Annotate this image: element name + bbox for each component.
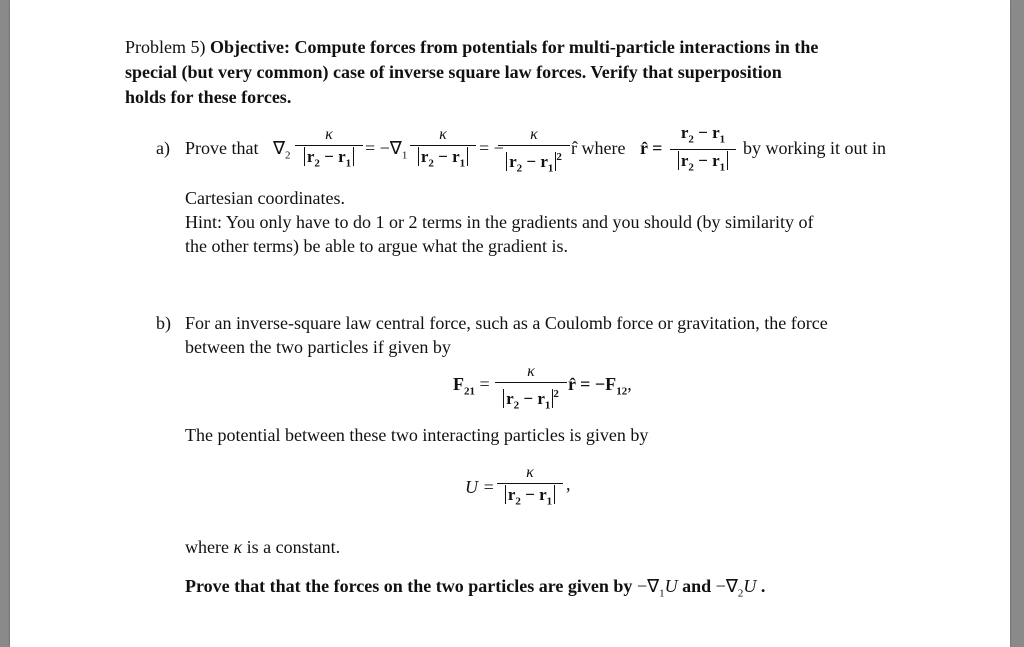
r-symbol: r bbox=[306, 147, 315, 166]
potential-line: The potential between these two interacting particles is given by bbox=[185, 425, 649, 445]
nabla-2-symbol bbox=[273, 136, 291, 168]
fraction-denominator: $r_2 - r_1^2$ bbox=[498, 147, 570, 178]
minus-r-symbol: − r bbox=[433, 147, 460, 166]
part-b-label: b) bbox=[156, 313, 171, 333]
viewer-right-edge bbox=[1010, 0, 1024, 647]
fraction-unit-vector bbox=[670, 124, 736, 178]
part-a-prove-that: Prove that bbox=[185, 138, 259, 158]
nabla-symbol: ∇ bbox=[273, 138, 286, 158]
potential-U-equals: U = bbox=[465, 477, 495, 497]
fraction-numerator: κ bbox=[527, 363, 535, 380]
fraction-bar bbox=[295, 145, 363, 146]
fraction-potential bbox=[497, 464, 563, 511]
force-F21: $F_{21}$ = bbox=[453, 374, 490, 398]
equals-neg-nabla: = −∇ bbox=[365, 138, 402, 158]
fraction-numerator: κ bbox=[325, 126, 333, 143]
fraction-kappa-over-distance-2 bbox=[410, 126, 476, 173]
fraction-kappa-over-distance-squared bbox=[498, 126, 570, 178]
fraction-denominator: $r_2 - r_1$ bbox=[410, 147, 476, 173]
rhat-where: r̂ where bbox=[571, 138, 626, 158]
fraction-numerator: $r_2 - r_1$ bbox=[680, 123, 726, 146]
rhat-neg-F12: r̂ = $-F_{12}$, bbox=[568, 374, 632, 398]
part-b-text-1: For an inverse-square law central force, such as a Coulomb force or gravitation, the force bbox=[185, 313, 828, 333]
prove-forces-line: Prove that that the forces on the two particles are given by $-\nabla_1U$ and $-\nabla_2U$ . bbox=[185, 576, 766, 600]
viewer-left-edge bbox=[0, 0, 10, 647]
hint-line-2: the other terms) be able to argue what the gradient is. bbox=[185, 236, 569, 256]
equals-neg-nabla-1 bbox=[365, 136, 407, 168]
where-kappa-line: where κ is a constant. bbox=[185, 537, 341, 557]
fraction-numerator: κ bbox=[530, 126, 538, 143]
problem-heading-line-1 bbox=[125, 35, 818, 59]
objective-line-1: Objective: Compute forces from potentials for multi-particle interactions in the bbox=[210, 37, 819, 57]
part-a-label: a) bbox=[156, 138, 170, 158]
minus-r-symbol: − r bbox=[522, 151, 548, 171]
hint-line-1: Hint: You only have to do 1 or 2 terms in the gradients and you should (by similarity of bbox=[185, 212, 814, 232]
potential-comma: , bbox=[566, 474, 571, 494]
cartesian-line: Cartesian coordinates. bbox=[185, 188, 345, 208]
fraction-numerator: κ bbox=[439, 126, 447, 143]
fraction-bar bbox=[498, 145, 570, 146]
fraction-bar bbox=[410, 145, 476, 146]
fraction-denominator: $r_2 - r_1$ bbox=[497, 485, 563, 511]
fraction-force bbox=[495, 363, 567, 415]
minus-r-symbol: − r bbox=[319, 147, 346, 166]
minus-r-symbol: − r bbox=[693, 151, 720, 171]
r-symbol: r bbox=[420, 147, 429, 166]
objective-line-2: special (but very common) case of inverse square law forces. Verify that superposition bbox=[125, 62, 782, 82]
fraction-bar bbox=[670, 149, 736, 150]
subscript-1: 1 bbox=[401, 149, 408, 162]
fraction-bar bbox=[497, 483, 563, 484]
rhat-equals: r̂ = bbox=[640, 138, 663, 158]
equals-neg: = − bbox=[479, 138, 504, 158]
fraction-denominator: $r_2 - r_1^2$ bbox=[495, 384, 567, 415]
fraction-kappa-over-distance-1 bbox=[295, 126, 363, 173]
subscript-2: 2 bbox=[285, 149, 291, 162]
by-working-text: by working it out in bbox=[743, 138, 886, 158]
objective-line-3: holds for these forces. bbox=[125, 87, 292, 107]
part-b-text-2: between the two particles if given by bbox=[185, 337, 451, 357]
fraction-denominator: $r_2 - r_1$ bbox=[670, 151, 736, 177]
fraction-bar bbox=[495, 382, 567, 383]
r-symbol: r bbox=[509, 151, 517, 171]
document-page bbox=[10, 0, 1010, 647]
problem-label: Problem 5) bbox=[125, 37, 206, 57]
r-symbol: r bbox=[680, 151, 689, 171]
fraction-denominator: $r_2 - r_1$ bbox=[295, 147, 363, 173]
fraction-numerator: κ bbox=[526, 464, 534, 481]
